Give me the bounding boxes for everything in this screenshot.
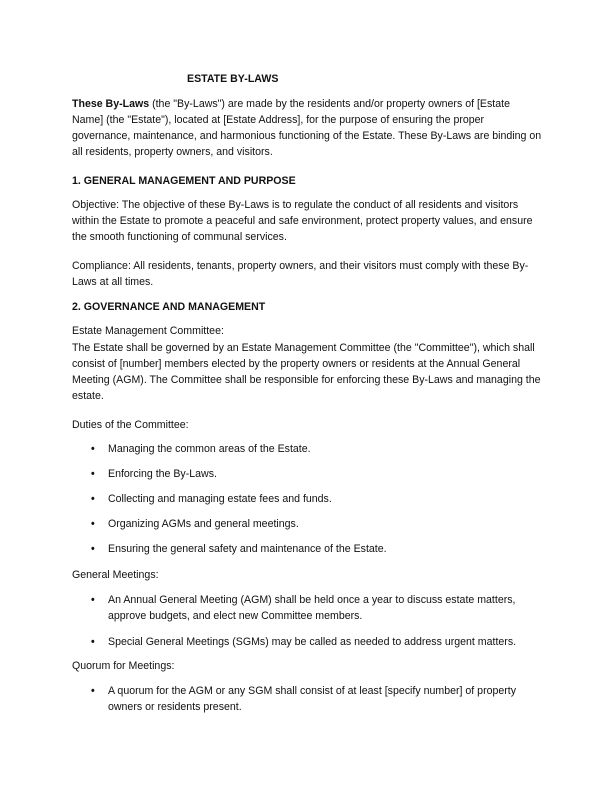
list-item: • Organizing AGMs and general meetings. [91, 518, 299, 530]
quorum-list [72, 683, 542, 715]
meetings-label: General Meetings: [72, 569, 159, 581]
objective-paragraph: Objective: The objective of these By-Laws is to regulate the conduct of all residents and visitors within the Estate to promote a peaceful and safe environment, protect property values, and ensure the smooth functioning of communal services. [72, 199, 533, 243]
committee-label: Estate Management Committee: [72, 325, 224, 337]
duties-list [72, 441, 542, 557]
intro-lead: These By-Laws [72, 98, 150, 110]
list-item: • Managing the common areas of the Estate. [91, 443, 311, 455]
document-title: ESTATE BY-LAWS [187, 73, 279, 85]
list-item: • Ensuring the general safety and maintenance of the Estate. [91, 543, 387, 555]
bullet-icon: • [91, 594, 95, 606]
list-item: • Collecting and managing estate fees and funds. [91, 493, 332, 505]
meetings-list [72, 592, 542, 650]
compliance-paragraph: Compliance: All residents, tenants, property owners, and their visitors must comply with these By-Laws at all times. [72, 260, 529, 288]
bullet-icon: • [91, 543, 95, 555]
section-1-heading: 1. GENERAL MANAGEMENT AND PURPOSE [72, 175, 296, 187]
intro-text: (the "By-Laws") are made by the residents and/or property owners of [Estate Name] (the "Estate"), located at [Estate Address], for the purpose of ensuring the proper governance, maintenance, and harmonious functioning of the Estate. These By-Laws are binding on all residents, property owners, and visitors. [72, 98, 542, 158]
bullet-icon: • [91, 636, 95, 648]
intro-paragraph [72, 96, 542, 160]
list-item: • Enforcing the By-Laws. [91, 468, 217, 480]
list-item: • A quorum for the AGM or any SGM shall consist of at least [specify number] of property owners or residents present. [91, 685, 517, 713]
bullet-icon: • [91, 443, 95, 455]
committee-paragraph: The Estate shall be governed by an Estate Management Committee (the "Committee"), which shall consist of [number] members elected by the property owners or residents at the Annual General Meeting (AGM). The Committee shall be responsible for enforcing these By-Laws and managing the estate. [72, 342, 541, 402]
list-item: • An Annual General Meeting (AGM) shall be held once a year to discuss estate matters, approve budgets, and elect new Committee members. [91, 594, 516, 622]
list-item: • Special General Meetings (SGMs) may be called as needed to address urgent matters. [91, 636, 517, 648]
bullet-icon: • [91, 518, 95, 530]
duties-label: Duties of the Committee: [72, 419, 189, 431]
bullet-icon: • [91, 493, 95, 505]
quorum-label: Quorum for Meetings: [72, 660, 175, 672]
bullet-icon: • [91, 685, 95, 697]
bullet-icon: • [91, 468, 95, 480]
section-2-heading: 2. GOVERNANCE AND MANAGEMENT [72, 301, 266, 313]
